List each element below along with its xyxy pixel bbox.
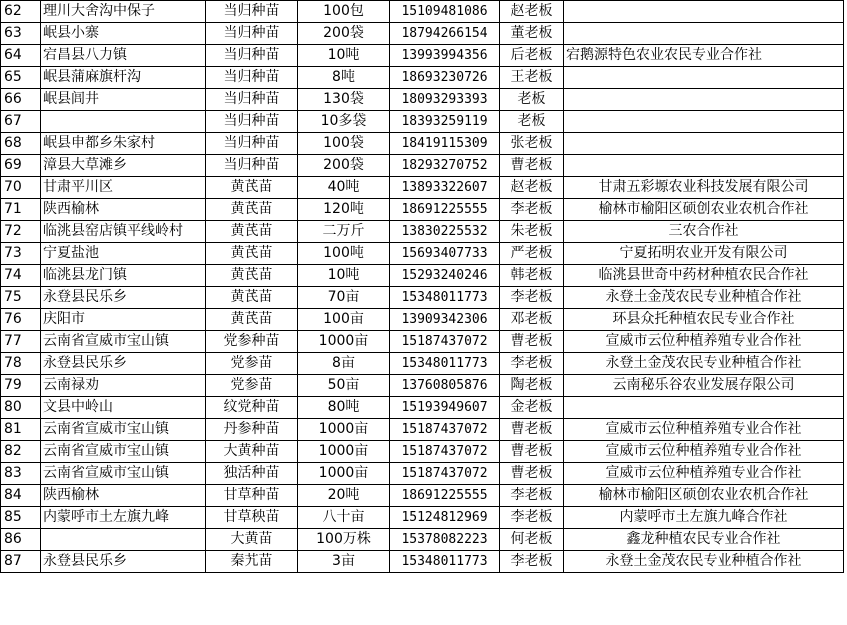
location-cell: 岷县蒲麻旗杆沟 bbox=[41, 67, 206, 89]
row-number: 73 bbox=[1, 243, 41, 265]
seedling-type-cell: 独活种苗 bbox=[206, 463, 298, 485]
table-row bbox=[1, 221, 844, 243]
contact-cell: 金老板 bbox=[500, 397, 564, 419]
phone-cell: 13909342306 bbox=[390, 309, 500, 331]
seedling-type-cell: 党参苗 bbox=[206, 375, 298, 397]
row-number: 82 bbox=[1, 441, 41, 463]
table-row bbox=[1, 331, 844, 353]
contact-cell: 韩老板 bbox=[500, 265, 564, 287]
table-row bbox=[1, 265, 844, 287]
table-row bbox=[1, 309, 844, 331]
contact-cell: 李老板 bbox=[500, 199, 564, 221]
quantity-cell: 40吨 bbox=[298, 177, 390, 199]
phone-cell: 13993994356 bbox=[390, 45, 500, 67]
organization-cell: 永登土金茂农民专业种植合作社 bbox=[564, 287, 844, 309]
table-row bbox=[1, 551, 844, 573]
seedling-type-cell: 黄芪苗 bbox=[206, 243, 298, 265]
contact-cell: 老板 bbox=[500, 111, 564, 133]
contact-cell: 王老板 bbox=[500, 67, 564, 89]
seedling-type-cell: 当归种苗 bbox=[206, 45, 298, 67]
table-row bbox=[1, 485, 844, 507]
seedling-type-cell: 当归种苗 bbox=[206, 67, 298, 89]
row-number: 87 bbox=[1, 551, 41, 573]
row-number: 63 bbox=[1, 23, 41, 45]
contact-cell: 何老板 bbox=[500, 529, 564, 551]
table-row bbox=[1, 441, 844, 463]
phone-cell: 13760805876 bbox=[390, 375, 500, 397]
row-number: 66 bbox=[1, 89, 41, 111]
phone-cell: 15193949607 bbox=[390, 397, 500, 419]
phone-cell: 15187437072 bbox=[390, 419, 500, 441]
contact-cell: 后老板 bbox=[500, 45, 564, 67]
location-cell: 陕西榆林 bbox=[41, 485, 206, 507]
organization-cell: 宣威市云位种植养殖专业合作社 bbox=[564, 419, 844, 441]
row-number: 67 bbox=[1, 111, 41, 133]
quantity-cell: 8亩 bbox=[298, 353, 390, 375]
quantity-cell: 1000亩 bbox=[298, 463, 390, 485]
organization-cell: 甘肃五彩塬农业科技发展有限公司 bbox=[564, 177, 844, 199]
row-number: 84 bbox=[1, 485, 41, 507]
table-row bbox=[1, 89, 844, 111]
location-cell: 云南禄劝 bbox=[41, 375, 206, 397]
table-row bbox=[1, 419, 844, 441]
quantity-cell: 10吨 bbox=[298, 265, 390, 287]
quantity-cell: 100包 bbox=[298, 1, 390, 23]
organization-cell bbox=[564, 1, 844, 23]
seedling-type-cell: 当归种苗 bbox=[206, 89, 298, 111]
table-row bbox=[1, 353, 844, 375]
location-cell: 云南省宣威市宝山镇 bbox=[41, 419, 206, 441]
location-cell: 云南省宣威市宝山镇 bbox=[41, 441, 206, 463]
seedling-type-cell: 黄芪苗 bbox=[206, 287, 298, 309]
contact-cell: 董老板 bbox=[500, 23, 564, 45]
location-cell: 文县中岭山 bbox=[41, 397, 206, 419]
seedling-type-cell: 大黄苗 bbox=[206, 529, 298, 551]
organization-cell bbox=[564, 23, 844, 45]
quantity-cell: 200袋 bbox=[298, 23, 390, 45]
phone-cell: 15187437072 bbox=[390, 331, 500, 353]
contact-cell: 李老板 bbox=[500, 551, 564, 573]
organization-cell: 榆林市榆阳区硕创农业农机合作社 bbox=[564, 199, 844, 221]
contact-cell: 李老板 bbox=[500, 353, 564, 375]
phone-cell: 15109481086 bbox=[390, 1, 500, 23]
row-number: 69 bbox=[1, 155, 41, 177]
organization-cell: 榆林市榆阳区硕创农业农机合作社 bbox=[564, 485, 844, 507]
phone-cell: 15187437072 bbox=[390, 463, 500, 485]
seedling-type-cell: 当归种苗 bbox=[206, 155, 298, 177]
location-cell: 岷县小寨 bbox=[41, 23, 206, 45]
location-cell: 永登县民乐乡 bbox=[41, 287, 206, 309]
phone-cell: 15348011773 bbox=[390, 287, 500, 309]
quantity-cell: 1000亩 bbox=[298, 419, 390, 441]
row-number: 86 bbox=[1, 529, 41, 551]
location-cell bbox=[41, 529, 206, 551]
quantity-cell: 八十亩 bbox=[298, 507, 390, 529]
organization-cell: 三农合作社 bbox=[564, 221, 844, 243]
organization-cell: 永登土金茂农民专业种植合作社 bbox=[564, 551, 844, 573]
table-row bbox=[1, 67, 844, 89]
organization-cell: 宣威市云位种植养殖专业合作社 bbox=[564, 441, 844, 463]
seedling-type-cell: 大黄种苗 bbox=[206, 441, 298, 463]
location-cell: 庆阳市 bbox=[41, 309, 206, 331]
organization-cell: 宕鹅源特色农业农民专业合作社 bbox=[564, 45, 844, 67]
phone-cell: 15293240246 bbox=[390, 265, 500, 287]
phone-cell: 15693407733 bbox=[390, 243, 500, 265]
row-number: 71 bbox=[1, 199, 41, 221]
contact-cell: 曹老板 bbox=[500, 441, 564, 463]
quantity-cell: 20吨 bbox=[298, 485, 390, 507]
location-cell: 理川大舍沟中保子 bbox=[41, 1, 206, 23]
row-number: 65 bbox=[1, 67, 41, 89]
location-cell: 内蒙呼市土左旗九峰 bbox=[41, 507, 206, 529]
quantity-cell: 130袋 bbox=[298, 89, 390, 111]
contact-cell: 严老板 bbox=[500, 243, 564, 265]
quantity-cell: 8吨 bbox=[298, 67, 390, 89]
location-cell: 宁夏盐池 bbox=[41, 243, 206, 265]
organization-cell: 永登土金茂农民专业种植合作社 bbox=[564, 353, 844, 375]
contact-cell: 曹老板 bbox=[500, 463, 564, 485]
location-cell: 永登县民乐乡 bbox=[41, 353, 206, 375]
seedling-type-cell: 党参苗 bbox=[206, 353, 298, 375]
phone-cell: 15348011773 bbox=[390, 353, 500, 375]
contact-cell: 曹老板 bbox=[500, 331, 564, 353]
contact-cell: 赵老板 bbox=[500, 1, 564, 23]
seedling-type-cell: 当归种苗 bbox=[206, 111, 298, 133]
quantity-cell: 50亩 bbox=[298, 375, 390, 397]
phone-cell: 18093293393 bbox=[390, 89, 500, 111]
location-cell: 岷县闾井 bbox=[41, 89, 206, 111]
contact-cell: 陶老板 bbox=[500, 375, 564, 397]
contact-cell: 朱老板 bbox=[500, 221, 564, 243]
seedling-type-cell: 黄芪苗 bbox=[206, 309, 298, 331]
phone-cell: 15348011773 bbox=[390, 551, 500, 573]
phone-cell: 18691225555 bbox=[390, 485, 500, 507]
contact-cell: 老板 bbox=[500, 89, 564, 111]
seedling-type-cell: 甘草秧苗 bbox=[206, 507, 298, 529]
quantity-cell: 200袋 bbox=[298, 155, 390, 177]
table-row bbox=[1, 133, 844, 155]
table-row bbox=[1, 287, 844, 309]
seedling-type-cell: 纹党种苗 bbox=[206, 397, 298, 419]
row-number: 75 bbox=[1, 287, 41, 309]
seedling-type-cell: 黄芪苗 bbox=[206, 221, 298, 243]
row-number: 68 bbox=[1, 133, 41, 155]
table-row bbox=[1, 1, 844, 23]
quantity-cell: 80吨 bbox=[298, 397, 390, 419]
table-row bbox=[1, 199, 844, 221]
phone-cell: 18794266154 bbox=[390, 23, 500, 45]
row-number: 79 bbox=[1, 375, 41, 397]
seedling-type-cell: 丹参种苗 bbox=[206, 419, 298, 441]
table-row bbox=[1, 23, 844, 45]
contact-cell: 曹老板 bbox=[500, 155, 564, 177]
location-cell: 云南省宣威市宝山镇 bbox=[41, 463, 206, 485]
organization-cell: 云南秘乐谷农业发展存限公司 bbox=[564, 375, 844, 397]
contact-cell: 李老板 bbox=[500, 287, 564, 309]
seedling-type-cell: 黄芪苗 bbox=[206, 177, 298, 199]
contact-cell: 邓老板 bbox=[500, 309, 564, 331]
row-number: 74 bbox=[1, 265, 41, 287]
location-cell: 永登县民乐乡 bbox=[41, 551, 206, 573]
contact-cell: 赵老板 bbox=[500, 177, 564, 199]
seedling-type-cell: 甘草种苗 bbox=[206, 485, 298, 507]
table-row bbox=[1, 397, 844, 419]
phone-cell: 18693230726 bbox=[390, 67, 500, 89]
row-number: 62 bbox=[1, 1, 41, 23]
organization-cell bbox=[564, 155, 844, 177]
organization-cell bbox=[564, 397, 844, 419]
phone-cell: 15378082223 bbox=[390, 529, 500, 551]
phone-cell: 15187437072 bbox=[390, 441, 500, 463]
phone-cell: 13893322607 bbox=[390, 177, 500, 199]
location-cell: 甘肃平川区 bbox=[41, 177, 206, 199]
organization-cell bbox=[564, 111, 844, 133]
location-cell: 漳县大草滩乡 bbox=[41, 155, 206, 177]
phone-cell: 15124812969 bbox=[390, 507, 500, 529]
quantity-cell: 120吨 bbox=[298, 199, 390, 221]
table-row bbox=[1, 155, 844, 177]
location-cell: 陕西榆林 bbox=[41, 199, 206, 221]
seedling-type-cell: 当归种苗 bbox=[206, 133, 298, 155]
phone-cell: 18393259119 bbox=[390, 111, 500, 133]
organization-cell: 宣威市云位种植养殖专业合作社 bbox=[564, 331, 844, 353]
organization-cell: 鑫龙种植农民专业合作社 bbox=[564, 529, 844, 551]
location-cell: 临洮县窑店镇平线岭村 bbox=[41, 221, 206, 243]
seedling-type-cell: 秦艽苗 bbox=[206, 551, 298, 573]
row-number: 77 bbox=[1, 331, 41, 353]
quantity-cell: 100万株 bbox=[298, 529, 390, 551]
organization-cell: 环县众托种植农民专业合作社 bbox=[564, 309, 844, 331]
table-row bbox=[1, 529, 844, 551]
quantity-cell: 100亩 bbox=[298, 309, 390, 331]
quantity-cell: 100袋 bbox=[298, 133, 390, 155]
table-row bbox=[1, 177, 844, 199]
quantity-cell: 1000亩 bbox=[298, 441, 390, 463]
seedling-type-cell: 党参种苗 bbox=[206, 331, 298, 353]
seedling-type-cell: 黄芪苗 bbox=[206, 265, 298, 287]
row-number: 80 bbox=[1, 397, 41, 419]
row-number: 64 bbox=[1, 45, 41, 67]
contact-cell: 李老板 bbox=[500, 507, 564, 529]
organization-cell: 内蒙呼市土左旗九峰合作社 bbox=[564, 507, 844, 529]
row-number: 70 bbox=[1, 177, 41, 199]
seedling-type-cell: 当归种苗 bbox=[206, 23, 298, 45]
row-number: 83 bbox=[1, 463, 41, 485]
quantity-cell: 二万斤 bbox=[298, 221, 390, 243]
phone-cell: 18419115309 bbox=[390, 133, 500, 155]
location-cell: 临洮县龙门镇 bbox=[41, 265, 206, 287]
table-row bbox=[1, 507, 844, 529]
location-cell: 宕昌县八力镇 bbox=[41, 45, 206, 67]
location-cell: 云南省宣威市宝山镇 bbox=[41, 331, 206, 353]
organization-cell bbox=[564, 89, 844, 111]
table-row bbox=[1, 463, 844, 485]
quantity-cell: 1000亩 bbox=[298, 331, 390, 353]
row-number: 85 bbox=[1, 507, 41, 529]
row-number: 76 bbox=[1, 309, 41, 331]
location-cell: 岷县申都乡朱家村 bbox=[41, 133, 206, 155]
quantity-cell: 3亩 bbox=[298, 551, 390, 573]
quantity-cell: 10吨 bbox=[298, 45, 390, 67]
quantity-cell: 70亩 bbox=[298, 287, 390, 309]
quantity-cell: 100吨 bbox=[298, 243, 390, 265]
contact-cell: 李老板 bbox=[500, 485, 564, 507]
table-row bbox=[1, 375, 844, 397]
table-row bbox=[1, 111, 844, 133]
contact-cell: 曹老板 bbox=[500, 419, 564, 441]
phone-cell: 13830225532 bbox=[390, 221, 500, 243]
organization-cell: 宣威市云位种植养殖专业合作社 bbox=[564, 463, 844, 485]
row-number: 72 bbox=[1, 221, 41, 243]
organization-cell: 宁夏拓明农业开发有限公司 bbox=[564, 243, 844, 265]
row-number: 78 bbox=[1, 353, 41, 375]
quantity-cell: 10多袋 bbox=[298, 111, 390, 133]
seedling-type-cell: 当归种苗 bbox=[206, 1, 298, 23]
location-cell bbox=[41, 111, 206, 133]
phone-cell: 18293270752 bbox=[390, 155, 500, 177]
table-row bbox=[1, 45, 844, 67]
table-row bbox=[1, 243, 844, 265]
organization-cell bbox=[564, 67, 844, 89]
row-number: 81 bbox=[1, 419, 41, 441]
organization-cell: 临洮县世奇中药材种植农民合作社 bbox=[564, 265, 844, 287]
phone-cell: 18691225555 bbox=[390, 199, 500, 221]
seedling-type-cell: 黄芪苗 bbox=[206, 199, 298, 221]
organization-cell bbox=[564, 133, 844, 155]
contact-cell: 张老板 bbox=[500, 133, 564, 155]
